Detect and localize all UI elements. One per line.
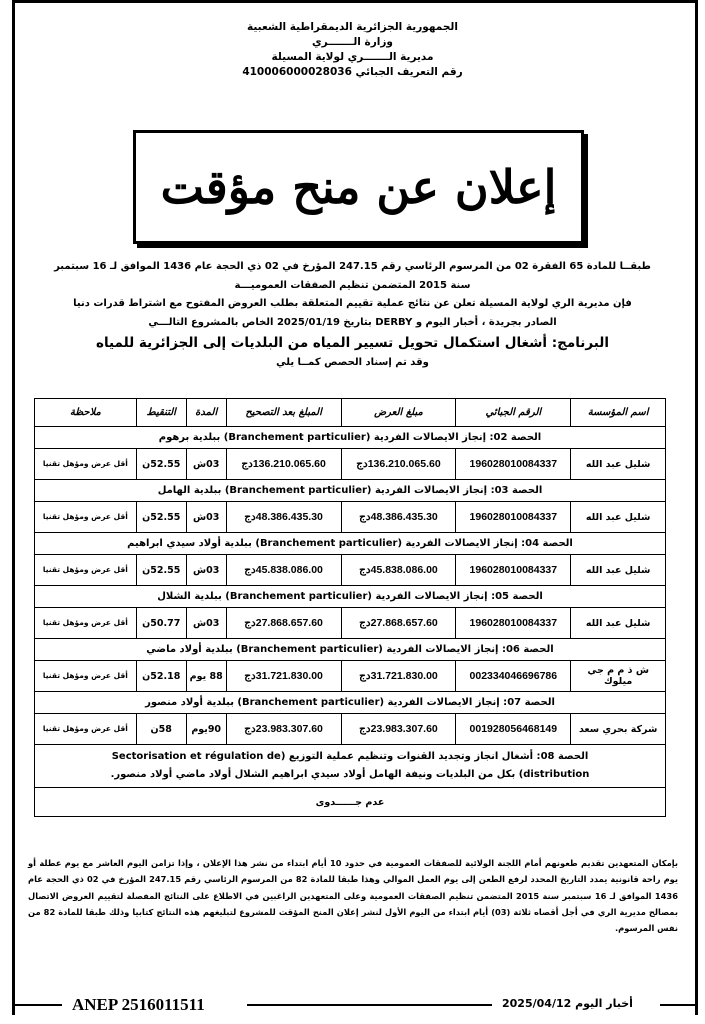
table-cell: 03ش bbox=[186, 555, 226, 586]
table-cell: شليل عبد الله bbox=[571, 608, 666, 639]
table-cell: 52.55ن bbox=[136, 555, 186, 586]
table-cell: 45.838.086.00دج bbox=[226, 555, 341, 586]
table-cell: 52.18ن bbox=[136, 661, 186, 692]
table-cell: أقل عرض ومؤهل تقنيا bbox=[35, 449, 137, 480]
table-cell: 31.721.830.00دج bbox=[226, 661, 341, 692]
table-cell: 196028010084337 bbox=[456, 449, 571, 480]
directorate-name: مديرية الـــــــري لولاية المسيلة bbox=[271, 51, 434, 63]
footer-rule bbox=[247, 1004, 492, 1006]
lot-title: الحصة 04: إنجاز الايصالات الفردية (Branchement particulier) ببلدية أولاد سيدي ابراهيم bbox=[35, 533, 666, 555]
lot-title: الحصة 05: إنجاز الايصالات الفردية (Branchement particulier) ببلدية الشلال bbox=[35, 586, 666, 608]
table-cell: 196028010084337 bbox=[456, 608, 571, 639]
issuer-header bbox=[0, 20, 705, 80]
intro-p4: الصادر بجريدة ، أخبار اليوم و DERBY بتاريخ 2025/01/19 الخاص بالمشروع التالـــي bbox=[148, 316, 557, 328]
program-title: البرنامج: أشغال استكمال تحويل تسيير المياه من البلديات إلى الجزائرية للمياه bbox=[96, 335, 609, 351]
intro-p3: فإن مديرية الري لولاية المسيلة تعلن عن نتائج عملية تقييم المتعلقة بطلب العروض المفتوح مع اشتراط قدرات دنيا bbox=[73, 298, 632, 309]
anep-reference: ANEP 2516011511 bbox=[72, 995, 205, 1014]
lot-header-row bbox=[35, 427, 666, 449]
table-cell: شليل عبد الله bbox=[571, 449, 666, 480]
table-cell: 136.210.065.60دج bbox=[341, 449, 456, 480]
table-header-row bbox=[35, 399, 666, 427]
intro-text bbox=[30, 258, 675, 373]
intro-p1: طبقــا للمادة 65 الفقرة 02 من المرسوم الرئاسي رقم 247.15 المؤرخ في 02 ذي الحجة عام 1436 الموافق لـ 16 سبتمبر bbox=[54, 261, 651, 272]
tax-id: رقم التعريف الجبائي 410006000028036 bbox=[242, 66, 463, 78]
table-cell: 03ش bbox=[186, 502, 226, 533]
table-cell: 48.386.435.30دج bbox=[341, 502, 456, 533]
footer-rule bbox=[12, 1004, 62, 1006]
table-cell: 48.386.435.30دج bbox=[226, 502, 341, 533]
table-cell: 001928056468149 bbox=[456, 714, 571, 745]
lot-header-row bbox=[35, 480, 666, 502]
table-cell: 136.210.065.60دج bbox=[226, 449, 341, 480]
lot-header-row bbox=[35, 639, 666, 661]
table-cell: 52.55ن bbox=[136, 502, 186, 533]
table-row bbox=[35, 502, 666, 533]
table-row bbox=[35, 661, 666, 692]
table-row bbox=[35, 788, 666, 817]
column-header: مبلغ العرض bbox=[341, 399, 456, 427]
lot-title-cont: distribution) بكل من البلديات ونيفة الهامل أولاد سيدي ابراهيم الشلال أولاد ماضي أولاد منصور. bbox=[110, 769, 590, 780]
table-row bbox=[35, 555, 666, 586]
award-table bbox=[34, 398, 666, 817]
table-cell: ش ذ م م جي ميلوك bbox=[571, 661, 666, 692]
footer-rule bbox=[660, 1004, 698, 1006]
table-cell: 196028010084337 bbox=[456, 555, 571, 586]
lot-header-row bbox=[35, 692, 666, 714]
column-header: اسم المؤسسة bbox=[571, 399, 666, 427]
table-cell: 52.55ن bbox=[136, 449, 186, 480]
column-header: المدة bbox=[186, 399, 226, 427]
intro-p5: وقد تم إسناد الحصص كمــا يلي bbox=[276, 357, 429, 368]
table-cell: أقل عرض ومؤهل تقنيا bbox=[35, 714, 137, 745]
lot-title: الحصة 06: إنجاز الايصالات الفردية (Branchement particulier) ببلدية أولاد ماضي bbox=[35, 639, 666, 661]
intro-p2: سنة 2015 المتضمن تنظيم الصفقات العموميـــة bbox=[234, 279, 471, 291]
lot-header-row bbox=[35, 586, 666, 608]
publication-date: أخبار اليوم 2025/04/12 bbox=[502, 997, 633, 1010]
column-header: الرقم الجبائي bbox=[456, 399, 571, 427]
table-cell: 27.868.657.60دج bbox=[226, 608, 341, 639]
closing-paragraph: بإمكان المتعهدين تقديم طعونهم أمام اللجنة الولائية للصفقات العمومية في حدود 10 أيام ابتداء من نشر هذا الإعلان ، وإذا تزامن اليوم العاشر مع يوم عطلة أو يوم راحة قانونية يمدد التاريخ المحدد لرفع الطعن إلى يوم العمل الموالي وهذا طبقا للمادة 82 من المرسوم الرئاسي رقم 247.15 المؤرخ في 02 ذي الحجة عام 1436 الموافق لـ 16 سبتمبر سنة 2015 المتضمن تنظيم الصفقات العمومية وعلى المتعهدين الراغبين في الاطلاع على النتائج المفصلة لتقييم العروض الاتصال بمصالح مديرية الري في أجل أقصاه ثلاثة (03) أيام ابتداء من اليوم الأول لنشر إعلان المنح المؤقت للمشروع لتبليغهم هذه النتائج كتابيا وذلك طبقا للمادة 82 من نفس المرسوم. bbox=[28, 858, 679, 934]
table-cell: أقل عرض ومؤهل تقنيا bbox=[35, 661, 137, 692]
table-cell: 23.983.307.60دج bbox=[226, 714, 341, 745]
lot-header-row bbox=[35, 745, 666, 788]
column-header: التنقيط bbox=[136, 399, 186, 427]
column-header: ملاحظة bbox=[35, 399, 137, 427]
table-cell: 88 يوم bbox=[186, 661, 226, 692]
table-cell: 31.721.830.00دج bbox=[341, 661, 456, 692]
table-cell: 58ن bbox=[136, 714, 186, 745]
unsuccessful-label: عدم جــــــدوى bbox=[35, 788, 666, 817]
table-cell: 45.838.086.00دج bbox=[341, 555, 456, 586]
ministry-name: وزارة الـــــــري bbox=[312, 36, 393, 48]
table-cell: أقل عرض ومؤهل تقنيا bbox=[35, 608, 137, 639]
lot-title: الحصة 07: إنجاز الايصالات الفردية (Branchement particulier) ببلدية أولاد منصور bbox=[35, 692, 666, 714]
table-cell: 196028010084337 bbox=[456, 502, 571, 533]
table-cell: شليل عبد الله bbox=[571, 555, 666, 586]
table-row bbox=[35, 449, 666, 480]
lot-title: الحصة 02: إنجاز الايصالات الفردية (Branchement particulier) ببلدية برهوم bbox=[35, 427, 666, 449]
table-cell: 50.77ن bbox=[136, 608, 186, 639]
table-cell: شركة بحري سعد bbox=[571, 714, 666, 745]
republic-name: الجمهورية الجزائرية الديمقراطية الشعبية bbox=[247, 21, 458, 33]
table-cell: 002334046696786 bbox=[456, 661, 571, 692]
title-box bbox=[133, 130, 584, 244]
lot-title: الحصة 08: أشغال انجاز وتجديد القنوات وتنظيم عملية التوزيع (Sectorisation et régulation de bbox=[111, 751, 589, 762]
announcement-title: إعلان عن منح مؤقت bbox=[160, 160, 557, 214]
lot-title: الحصة 03: إنجاز الايصالات الفردية (Branchement particulier) ببلدية الهامل bbox=[35, 480, 666, 502]
table-cell: أقل عرض ومؤهل تقنيا bbox=[35, 555, 137, 586]
table-cell: 90يوم bbox=[186, 714, 226, 745]
table-cell: أقل عرض ومؤهل تقنيا bbox=[35, 502, 137, 533]
table-row bbox=[35, 714, 666, 745]
table-cell: شليل عبد الله bbox=[571, 502, 666, 533]
column-header: المبلغ بعد التصحيح bbox=[226, 399, 341, 427]
table-cell: 03ش bbox=[186, 449, 226, 480]
table-row bbox=[35, 608, 666, 639]
footer bbox=[12, 995, 698, 1015]
table-cell: 03ش bbox=[186, 608, 226, 639]
table-cell: 23.983.307.60دج bbox=[341, 714, 456, 745]
lot-header-row bbox=[35, 533, 666, 555]
table-cell: 27.868.657.60دج bbox=[341, 608, 456, 639]
